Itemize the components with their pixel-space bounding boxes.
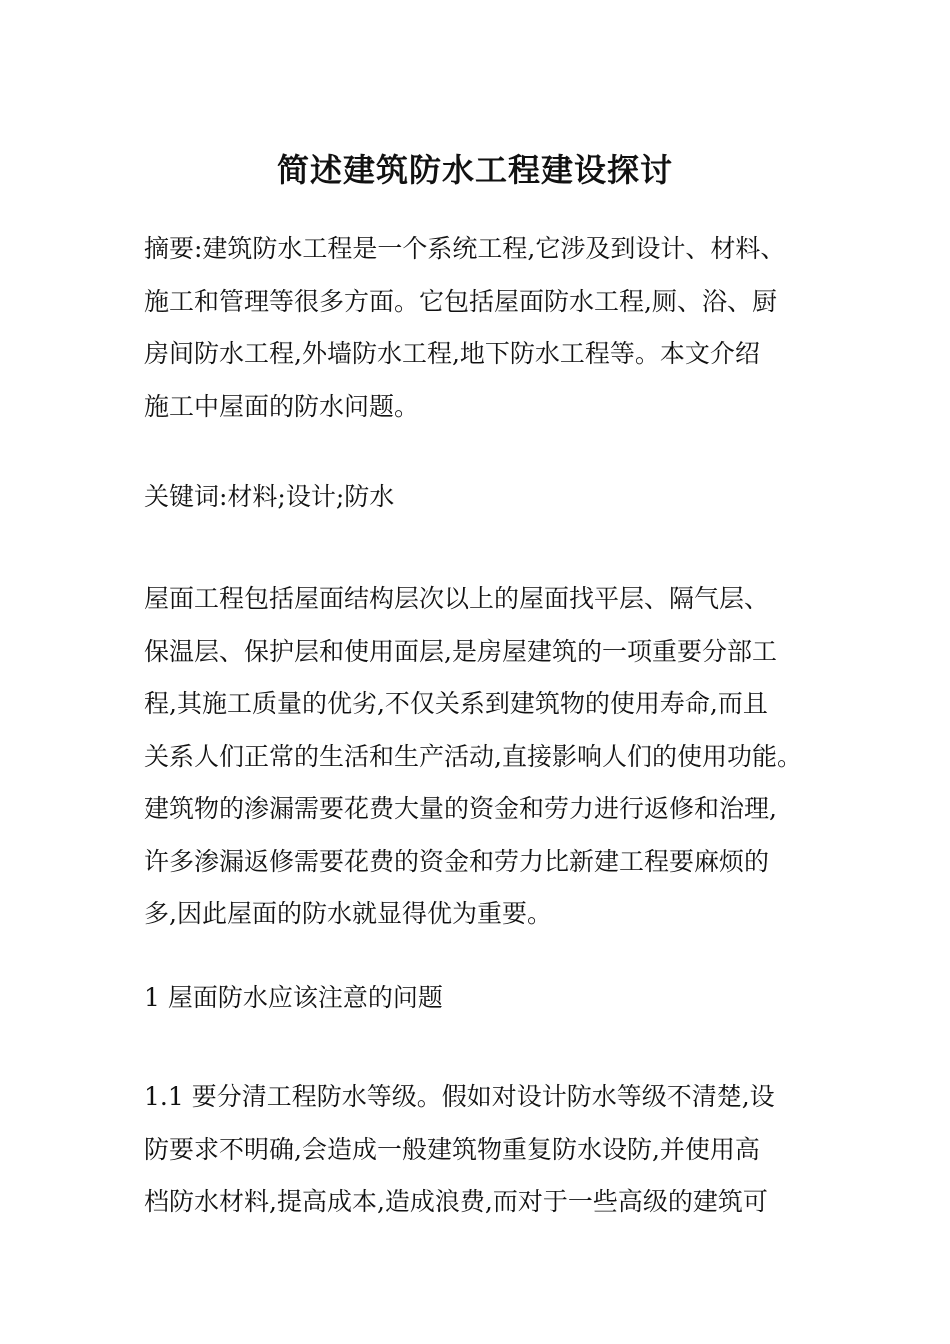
intro-paragraph — [144, 573, 824, 941]
keywords-line: 关键词:材料;设计;防水 — [144, 482, 395, 511]
section-1-1-paragraph — [144, 1071, 824, 1229]
intro-line: 程,其施工质量的优劣,不仅关系到建筑物的使用寿命,而且 — [144, 689, 768, 718]
abstract-paragraph — [144, 223, 824, 433]
section-1-1-line: 1.1 要分清工程防水等级。假如对设计防水等级不清楚,设 — [144, 1082, 775, 1111]
document-title: 简述建筑防水工程建设探讨 — [276, 151, 673, 190]
abstract-line: 施工和管理等很多方面。它包括屋面防水工程,厕、浴、厨 — [144, 286, 777, 316]
section-heading — [144, 972, 824, 1025]
abstract-line: 房间防水工程,外墙防水工程,地下防水工程等。本文介绍 — [144, 339, 760, 368]
intro-line: 建筑物的渗漏需要花费大量的资金和劳力进行返修和治理, — [144, 794, 777, 823]
section-heading-text: 1 屋面防水应该注意的问题 — [144, 983, 443, 1012]
abstract-line: 摘要:建筑防水工程是一个系统工程,它涉及到设计、材料、 — [144, 234, 786, 263]
abstract-line: 施工中屋面的防水问题。 — [144, 391, 420, 421]
section-1-1-line: 防要求不明确,会造成一般建筑物重复防水设防,并使用高 — [144, 1134, 760, 1164]
intro-line: 许多渗漏返修需要花费的资金和劳力比新建工程要麻烦的 — [144, 846, 770, 876]
keywords-paragraph — [144, 471, 824, 524]
section-1-1-line: 档防水材料,提高成本,造成浪费,而对于一些高级的建筑可 — [144, 1187, 768, 1216]
intro-line: 关系人们正常的生活和生产活动,直接影响人们的使用功能。 — [144, 741, 802, 771]
intro-line: 多,因此屋面的防水就显得优为重要。 — [144, 899, 552, 928]
intro-line: 保温层、保护层和使用面层,是房屋建筑的一项重要分部工 — [144, 636, 777, 666]
intro-line: 屋面工程包括屋面结构层次以上的屋面找平层、隔气层、 — [144, 584, 770, 613]
